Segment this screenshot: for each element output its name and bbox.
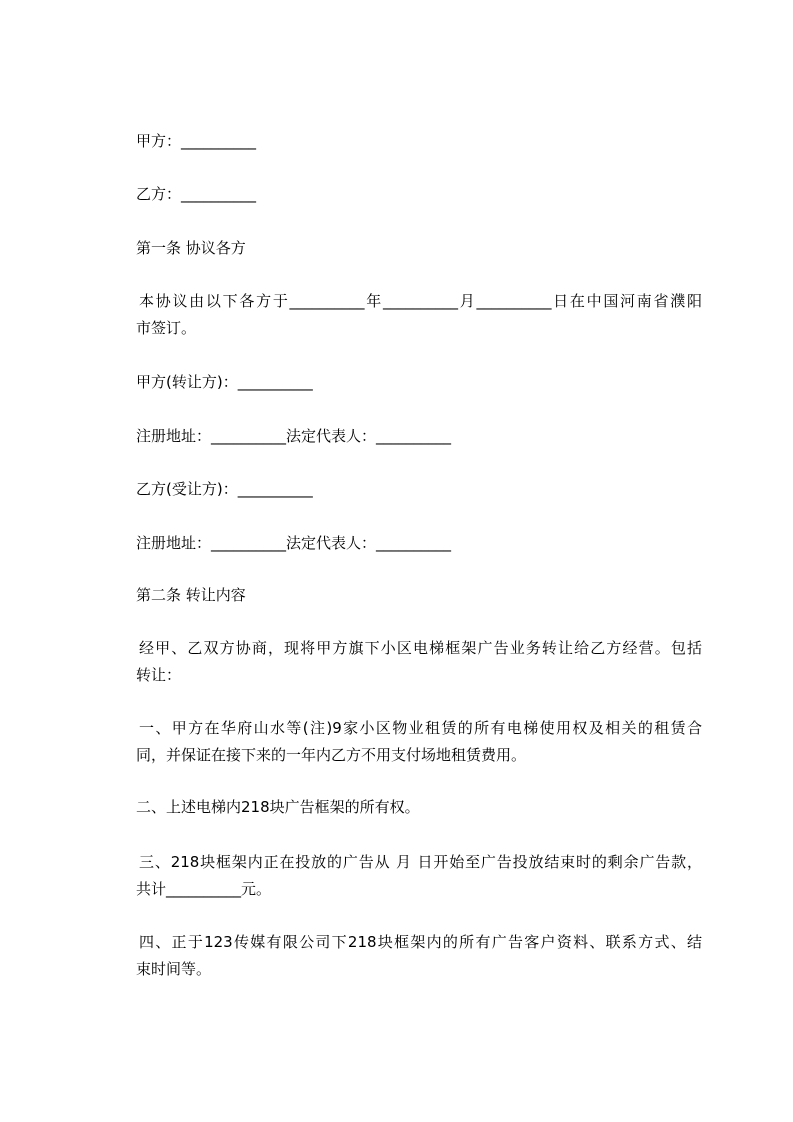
item1-line2: 同，并保证在接下来的一年内乙方不用支付场地租赁费用。 xyxy=(136,746,527,764)
party-a-address-line: 注册地址：__________法定代表人：__________ xyxy=(136,427,452,445)
item3-line1: 三、218块框架内正在投放的广告从 月 日开始至广告投放结束时的剩余广告款， xyxy=(139,853,702,871)
party-b-address-line: 注册地址：__________法定代表人：__________ xyxy=(136,534,452,552)
article1-title: 第一条 协议各方 xyxy=(136,239,246,257)
article2-paragraph-line2: 转让： xyxy=(136,666,182,684)
article2-title: 第二条 转让内容 xyxy=(136,586,246,604)
party-a-transferor-line: 甲方(转让方)：__________ xyxy=(136,373,313,391)
article1-paragraph-line2: 市签订。 xyxy=(136,319,197,337)
item4-line1: 四、正于123传媒有限公司下218块框架内的所有广告客户资料、联系方式、结 xyxy=(139,933,702,951)
party-a-line: 甲方：__________ xyxy=(136,132,257,150)
party-b-transferee-line: 乙方(受让方)：__________ xyxy=(136,480,313,498)
item4-line2: 束时间等。 xyxy=(136,960,212,978)
party-b-line: 乙方：__________ xyxy=(136,185,257,203)
article1-paragraph-line1: 本协议由以下各方于__________年__________月__________日在中国河南省濮阳 xyxy=(139,292,702,310)
item2-line: 二、上述电梯内218块广告框架的所有权。 xyxy=(136,798,420,816)
article2-paragraph-line1: 经甲、乙双方协商，现将甲方旗下小区电梯框架广告业务转让给乙方经营。包括 xyxy=(139,639,702,657)
item3-line2: 共计__________元。 xyxy=(136,880,272,898)
item1-line1: 一、甲方在华府山水等(注)9家小区物业租赁的所有电梯使用权及相关的租赁合 xyxy=(139,719,702,737)
